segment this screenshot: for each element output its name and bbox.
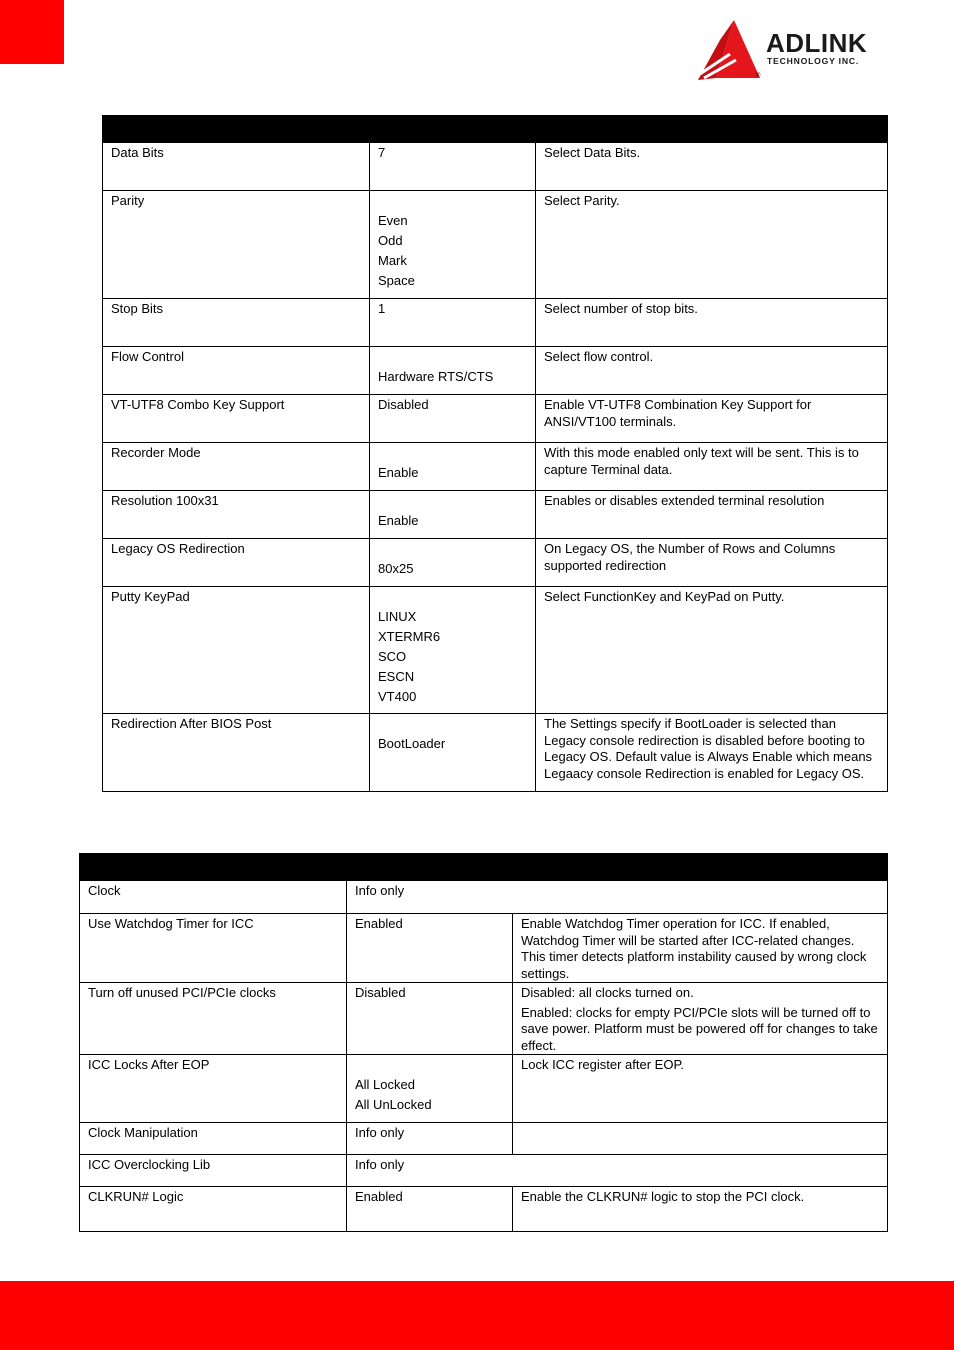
- setting-name-cell: [80, 1155, 347, 1187]
- option-spacer: [378, 191, 527, 211]
- logo-wordmark: ADLINK: [766, 28, 868, 58]
- setting-description-cell: [536, 714, 888, 792]
- setting-option: 80x25: [378, 561, 414, 576]
- setting-description-cell: [513, 1055, 888, 1123]
- setting-name-cell: [103, 539, 370, 587]
- setting-description-cell: [513, 983, 888, 1055]
- setting-name: Flow Control: [111, 349, 184, 364]
- footer-red-bar: [0, 1281, 954, 1350]
- setting-description: [521, 1123, 879, 1125]
- setting-option: All UnLocked: [355, 1097, 432, 1112]
- setting-name: Stop Bits: [111, 301, 164, 316]
- setting-options-cell: [370, 191, 536, 299]
- setting-description: Disabled: all clocks turned on.: [521, 985, 694, 1000]
- setting-option: 7: [378, 145, 386, 160]
- setting-description-cell: [536, 143, 888, 191]
- setting-name-cell: [80, 1055, 347, 1123]
- table-header-row: [103, 116, 888, 143]
- setting-option: Disabled: [355, 985, 406, 1000]
- setting-name-cell: [103, 491, 370, 539]
- table-row: [103, 191, 888, 299]
- setting-description: Select number of stop bits.: [544, 301, 698, 316]
- table-row: [80, 1187, 888, 1232]
- setting-description-cell: [513, 1187, 888, 1232]
- setting-options-cell: [347, 1155, 888, 1187]
- setting-name: Use Watchdog Timer for ICC: [88, 916, 254, 931]
- setting-name-cell: [80, 881, 347, 914]
- setting-description: On Legacy OS, the Number of Rows and Columns supported redirection: [544, 541, 836, 573]
- setting-description: Select Parity.: [544, 193, 620, 208]
- setting-option: ESCN: [378, 669, 415, 684]
- setting-options-cell: [347, 1123, 513, 1155]
- setting-option: XTERMR6: [378, 629, 441, 644]
- header-cell: [103, 116, 536, 143]
- setting-option: VT400: [378, 689, 417, 704]
- table-row: [80, 914, 888, 983]
- setting-options-cell: [370, 443, 536, 491]
- setting-options-cell: [370, 587, 536, 714]
- table-row: [80, 1155, 888, 1187]
- logo-subtitle: TECHNOLOGY INC.: [767, 56, 860, 66]
- setting-description: Enables or disables extended terminal resolution: [544, 493, 825, 508]
- option-spacer: [378, 587, 527, 607]
- setting-description-cell: [536, 395, 888, 443]
- setting-description-cell: [536, 299, 888, 347]
- logo-triangle-icon: [696, 18, 762, 84]
- setting-option: Enabled: [355, 916, 403, 931]
- setting-option: All Locked: [355, 1077, 415, 1092]
- setting-name-cell: [80, 914, 347, 983]
- option-spacer: [355, 1055, 504, 1075]
- table-row: [103, 143, 888, 191]
- table-row: [103, 714, 888, 792]
- setting-name-cell: [103, 395, 370, 443]
- setting-option: Mark: [378, 253, 407, 268]
- option-spacer: [378, 347, 527, 367]
- table-row: [80, 1055, 888, 1123]
- setting-option: 1: [378, 301, 386, 316]
- logo-registered-mark: ®: [756, 73, 761, 79]
- setting-description-cell: [536, 443, 888, 491]
- setting-description-cell: [536, 347, 888, 395]
- table-row: [103, 347, 888, 395]
- setting-description: Select flow control.: [544, 349, 654, 364]
- setting-name: ICC Locks After EOP: [88, 1057, 210, 1072]
- setting-option: LINUX: [378, 609, 417, 624]
- setting-option: Hardware RTS/CTS: [378, 369, 494, 384]
- setting-options-cell: [370, 539, 536, 587]
- setting-name-cell: [103, 299, 370, 347]
- setting-name: CLKRUN# Logic: [88, 1189, 184, 1204]
- setting-option: Enable: [378, 465, 419, 480]
- table-row: [103, 443, 888, 491]
- setting-name-cell: [80, 1123, 347, 1155]
- setting-name: Legacy OS Redirection: [111, 541, 245, 556]
- setting-options-cell: [347, 1187, 513, 1232]
- setting-name: Clock Manipulation: [88, 1125, 198, 1140]
- setting-options-cell: [370, 143, 536, 191]
- option-spacer: [378, 443, 527, 463]
- setting-name-cell: [80, 1187, 347, 1232]
- option-spacer: [378, 539, 527, 559]
- option-spacer: [378, 714, 527, 734]
- setting-description: Lock ICC register after EOP.: [521, 1057, 685, 1072]
- setting-description-cell: [536, 587, 888, 714]
- table-header-row: [80, 854, 888, 881]
- setting-description: Select Data Bits.: [544, 145, 641, 160]
- setting-name: Data Bits: [111, 145, 164, 160]
- header-cell: [80, 854, 888, 881]
- setting-option: Info only: [355, 1125, 405, 1140]
- setting-description: Enabled: clocks for empty PCI/PCIe slots will be turned off to save power. Platform must be powered off for changes to take effect.: [521, 1004, 878, 1053]
- setting-option: Space: [378, 273, 415, 288]
- setting-description: Select FunctionKey and KeyPad on Putty.: [544, 589, 785, 604]
- table-row: [80, 1123, 888, 1155]
- table-row: [103, 395, 888, 443]
- setting-option: SCO: [378, 649, 407, 664]
- setting-name-cell: [80, 983, 347, 1055]
- setting-name-cell: [103, 587, 370, 714]
- setting-name: Clock: [88, 883, 121, 898]
- setting-name: Turn off unused PCI/PCIe clocks: [88, 985, 276, 1000]
- setting-options-cell: [347, 983, 513, 1055]
- setting-name: Parity: [111, 193, 145, 208]
- setting-option: Odd: [378, 233, 403, 248]
- table-row: [103, 299, 888, 347]
- header-red-block: [0, 0, 64, 64]
- setting-description: Enable Watchdog Timer operation for ICC. If enabled, Watchdog Timer will be started after ICC-related changes. This timer detects platform instability caused by wrong clock settings.: [521, 916, 867, 981]
- setting-option: BootLoader: [378, 736, 446, 751]
- setting-description-cell: [536, 491, 888, 539]
- setting-name-cell: [103, 714, 370, 792]
- setting-name: Redirection After BIOS Post: [111, 716, 272, 731]
- setting-name-cell: [103, 443, 370, 491]
- setting-option: Even: [378, 213, 408, 228]
- header-cell: [536, 116, 888, 143]
- table-row: [103, 539, 888, 587]
- setting-options-cell: [370, 299, 536, 347]
- setting-name: Putty KeyPad: [111, 589, 190, 604]
- setting-name: VT-UTF8 Combo Key Support: [111, 397, 285, 412]
- setting-option: Disabled: [378, 397, 429, 412]
- setting-description-cell: [536, 539, 888, 587]
- setting-description: Enable VT-UTF8 Combination Key Support for ANSI/VT100 terminals.: [544, 397, 812, 429]
- setting-options-cell: [347, 1055, 513, 1123]
- icc-settings-table: [79, 853, 888, 1232]
- setting-name-cell: [103, 143, 370, 191]
- setting-name: Recorder Mode: [111, 445, 201, 460]
- setting-options-cell: [370, 714, 536, 792]
- setting-description-cell: [513, 914, 888, 983]
- setting-description: The Settings specify if BootLoader is selected than Legacy console redirection is disabled before booting to Legacy OS. Default value is Always Enable which means Legaacy console Redirection is enabled for Legacy OS.: [544, 716, 873, 781]
- serial-redirection-settings-table: [102, 115, 888, 792]
- setting-options-cell: [347, 881, 888, 914]
- setting-option: Info only: [355, 1157, 405, 1172]
- adlink-logo: [696, 18, 908, 84]
- option-spacer: [378, 491, 527, 511]
- setting-description-cell: [536, 191, 888, 299]
- setting-name-cell: [103, 191, 370, 299]
- setting-name-cell: [103, 347, 370, 395]
- setting-option: Enable: [378, 513, 419, 528]
- setting-description-cell: [513, 1123, 888, 1155]
- setting-option: Info only: [355, 883, 405, 898]
- setting-option: Enabled: [355, 1189, 403, 1204]
- setting-options-cell: [370, 395, 536, 443]
- setting-name: ICC Overclocking Lib: [88, 1157, 211, 1172]
- setting-options-cell: [370, 491, 536, 539]
- table-row: [103, 587, 888, 714]
- setting-description: Enable the CLKRUN# logic to stop the PCI clock.: [521, 1189, 805, 1204]
- table-row: [80, 983, 888, 1055]
- setting-options-cell: [347, 914, 513, 983]
- table-row: [80, 881, 888, 914]
- setting-name: Resolution 100x31: [111, 493, 219, 508]
- table-row: [103, 491, 888, 539]
- setting-options-cell: [370, 347, 536, 395]
- setting-description: With this mode enabled only text will be sent. This is to capture Terminal data.: [544, 445, 859, 477]
